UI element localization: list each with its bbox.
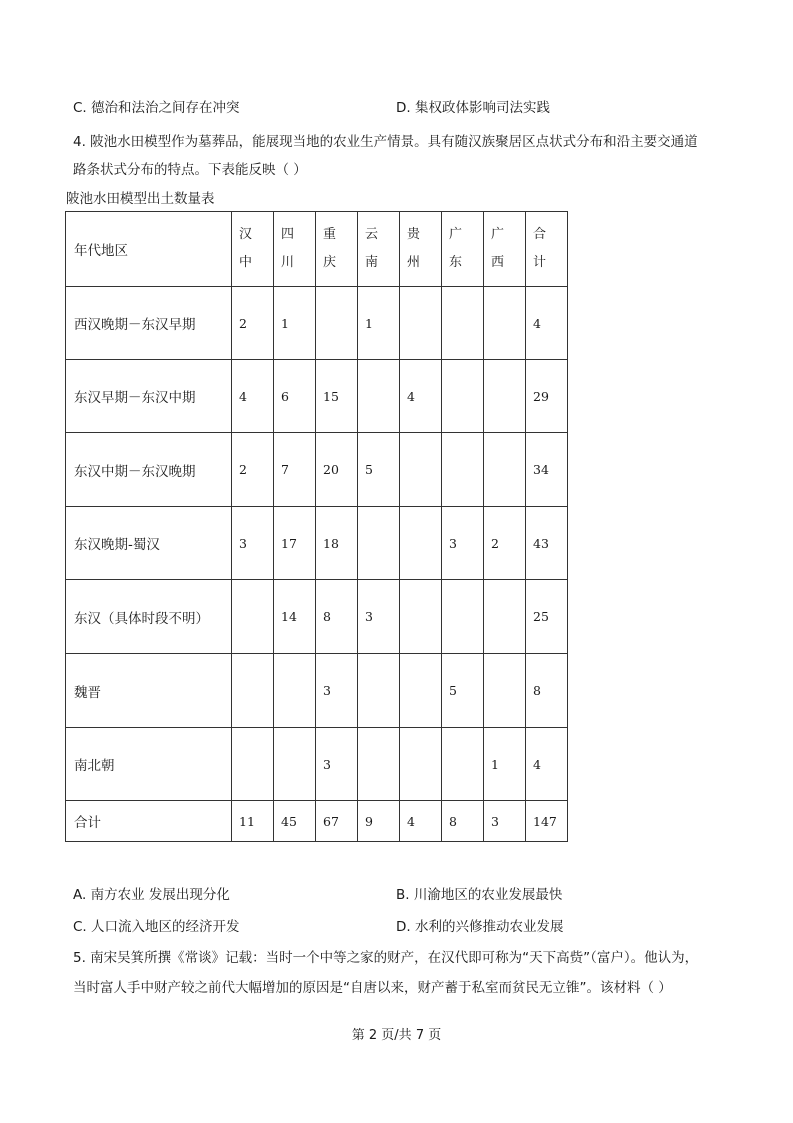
table-cell: [442, 287, 484, 360]
table-cell: [358, 360, 400, 433]
table-cell: 11: [232, 801, 274, 842]
table-cell: 15: [316, 360, 358, 433]
table-row: [66, 654, 568, 728]
header-col-4: [400, 212, 442, 287]
table-cell: 9: [358, 801, 400, 842]
row-label: 东汉（具体时段不明）: [66, 580, 232, 654]
table-cell: [316, 287, 358, 360]
table-cell: [274, 728, 316, 801]
header-col-char-2: 西: [491, 255, 505, 270]
table-cell: [400, 580, 442, 654]
table-cell: [484, 360, 526, 433]
table-cell: 147: [526, 801, 568, 842]
table-cell: 1: [358, 287, 400, 360]
table-cell: [442, 360, 484, 433]
question-5-stem-line-2: 当时富人手中财产较之前代大幅增加的原因是“自唐以来，财产蓄于私室而贫民无立锥”。该材料（ ）: [73, 980, 672, 996]
table-cell: [400, 433, 442, 507]
header-col-5: [442, 212, 484, 287]
table-cell: [400, 728, 442, 801]
question-4-options-ab: [73, 883, 733, 903]
header-col-char-2: 计: [533, 255, 547, 270]
header-corner: 年代地区: [66, 212, 232, 287]
question-4-stem-line-2: 路条状式分布的特点。下表能反映（ ）: [73, 162, 307, 178]
table-row: [66, 580, 568, 654]
table-cell: 5: [358, 433, 400, 507]
table-cell: 25: [526, 580, 568, 654]
table-cell: [484, 580, 526, 654]
header-col-2: [316, 212, 358, 287]
table-cell: [232, 654, 274, 728]
table-cell: [400, 287, 442, 360]
table-row: [66, 728, 568, 801]
header-col-7: [526, 212, 568, 287]
table-row: [66, 287, 568, 360]
row-label: 东汉早期－东汉中期: [66, 360, 232, 433]
table-cell: [232, 728, 274, 801]
table-cell: 29: [526, 360, 568, 433]
table-cell: 3: [232, 507, 274, 580]
option-d: D. 水利的兴修推动农业发展: [396, 919, 564, 935]
option-c: C. 德治和法治之间存在冲突: [73, 100, 240, 116]
table-cell: [442, 728, 484, 801]
table-row: [66, 801, 568, 842]
header-col-char-2: 州: [407, 255, 421, 270]
question-3-options-cd: [73, 96, 733, 116]
header-col-3: [358, 212, 400, 287]
table-cell: 4: [526, 287, 568, 360]
header-col-char-1: 贵: [407, 227, 421, 242]
table-cell: 8: [442, 801, 484, 842]
row-label: 东汉晚期-蜀汉: [66, 507, 232, 580]
table-cell: 8: [526, 654, 568, 728]
row-label: 合计: [66, 801, 232, 842]
table-cell: [442, 433, 484, 507]
table-cell: 45: [274, 801, 316, 842]
option-c: C. 人口流入地区的经济开发: [73, 919, 240, 935]
option-d: D. 集权政体影响司法实践: [396, 100, 550, 116]
table-row: [66, 433, 568, 507]
table-cell: 34: [526, 433, 568, 507]
header-col-6: [484, 212, 526, 287]
header-col-char-1: 汉: [239, 227, 253, 242]
table-cell: 4: [400, 360, 442, 433]
option-b: B. 川渝地区的农业发展最快: [396, 887, 563, 903]
table-cell: 8: [316, 580, 358, 654]
header-col-char-2: 南: [365, 255, 379, 270]
table-cell: [400, 654, 442, 728]
header-col-char-1: 重: [323, 227, 337, 242]
table-cell: 3: [316, 654, 358, 728]
question-4-options-cd: [73, 915, 733, 935]
option-a: A. 南方农业 发展出现分化: [73, 887, 230, 903]
table-cell: 67: [316, 801, 358, 842]
table-cell: 18: [316, 507, 358, 580]
header-col-char-1: 四: [281, 227, 295, 242]
excavation-count-table: [65, 211, 568, 842]
table-cell: 20: [316, 433, 358, 507]
header-col-char-2: 中: [239, 255, 253, 270]
table-cell: [358, 507, 400, 580]
row-label: 南北朝: [66, 728, 232, 801]
table-cell: 2: [232, 433, 274, 507]
table-row: [66, 360, 568, 433]
table-header-row: [66, 212, 568, 287]
row-label: 魏晋: [66, 654, 232, 728]
table-cell: [358, 654, 400, 728]
table-cell: [274, 654, 316, 728]
question-4-stem-line-1: 4. 陂池水田模型作为墓葬品，能展现当地的农业生产情景。具有随汉族聚居区点状式分布和沿主要交通道: [73, 134, 698, 150]
table-cell: 1: [484, 728, 526, 801]
header-col-char-2: 东: [449, 255, 463, 270]
table-cell: 3: [442, 507, 484, 580]
question-5-stem-line-1: 5. 南宋吴箕所撰《常谈》记载：当时一个中等之家的财产，在汉代即可称为“天下高赀”（富户）。他认为，: [73, 950, 699, 966]
table-cell: 17: [274, 507, 316, 580]
table-cell: 5: [442, 654, 484, 728]
table-cell: 6: [274, 360, 316, 433]
header-col-char-1: 广: [491, 227, 505, 242]
header-col-char-2: 庆: [323, 255, 337, 270]
table-cell: [484, 654, 526, 728]
table-row: [66, 507, 568, 580]
header-col-0: [232, 212, 274, 287]
table-cell: 43: [526, 507, 568, 580]
table-cell: [484, 287, 526, 360]
table-cell: 3: [484, 801, 526, 842]
table-caption: 陂池水田模型出土数量表: [66, 191, 215, 207]
page-footer: 第 2 页/共 7 页: [351, 1028, 442, 1043]
table-cell: 4: [400, 801, 442, 842]
header-col-char-1: 合: [533, 227, 547, 242]
header-col-char-2: 川: [281, 255, 295, 270]
table-cell: 4: [232, 360, 274, 433]
table-cell: 2: [484, 507, 526, 580]
table-cell: 2: [232, 287, 274, 360]
table-cell: [400, 507, 442, 580]
table-cell: 1: [274, 287, 316, 360]
header-col-char-1: 云: [365, 227, 379, 242]
row-label: 西汉晚期－东汉早期: [66, 287, 232, 360]
row-label: 东汉中期－东汉晚期: [66, 433, 232, 507]
table-cell: 7: [274, 433, 316, 507]
table-cell: 4: [526, 728, 568, 801]
header-col-char-1: 广: [449, 227, 463, 242]
table-cell: [358, 728, 400, 801]
table-cell: [484, 433, 526, 507]
table-cell: 3: [358, 580, 400, 654]
table-cell: 3: [316, 728, 358, 801]
header-col-1: [274, 212, 316, 287]
table-cell: [442, 580, 484, 654]
table-cell: 14: [274, 580, 316, 654]
table-cell: [232, 580, 274, 654]
